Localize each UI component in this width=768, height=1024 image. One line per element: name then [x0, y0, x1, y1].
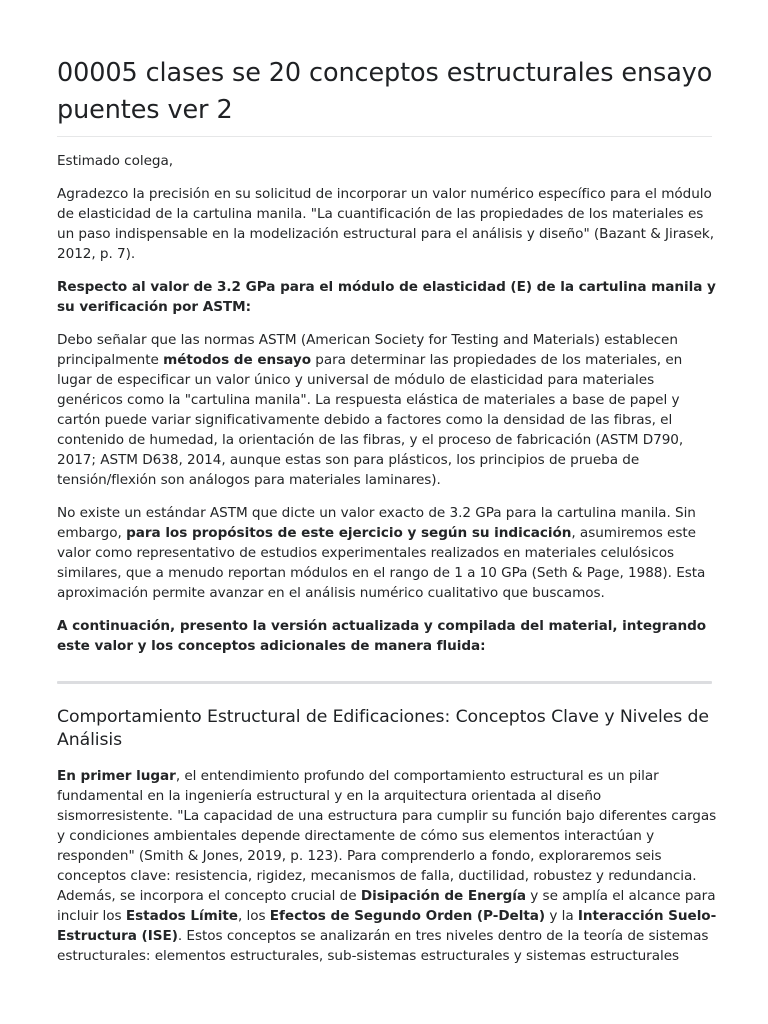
section-intro-emphasis-p-delta: Efectos de Segundo Orden (P-Delta) — [269, 908, 546, 924]
paragraph-astm — [57, 330, 717, 490]
paragraph-heading-continuation: A continuación, presento la versión actualizada y compilada del material, integrando este valor y los conceptos adicionales de manera fluida: — [57, 618, 707, 654]
greeting: Estimado colega, — [57, 153, 174, 169]
section-intro-text-f: , los — [237, 908, 270, 924]
section-intro-emphasis-first: En primer lugar — [57, 768, 176, 784]
section-title: Comportamiento Estructural de Edificaciones: Conceptos Clave y Niveles de Análisis — [57, 707, 709, 750]
paragraph-intro: Agradezco la precisión en su solicitud de incorporar un valor numérico específico para el módulo de elasticidad de la cartulina manila. "La cuantificación de las propiedades de los materiales es un paso indispensable en la modelización estructural para el análisis y diseño" (Bazant & Jirasek, 2012, p. 7). — [57, 186, 714, 262]
paragraph-value-emphasis: para los propósitos de este ejercicio y según su indicación — [126, 525, 572, 541]
section-intro-text-h: y la — [545, 908, 578, 924]
document-title: 00005 clases se 20 conceptos estructurales ensayo puentes ver 2 — [57, 58, 713, 125]
section-intro-emphasis-energy: Disipación de Energía — [360, 888, 527, 904]
section-intro-emphasis-ise: Interacción Suelo-Estructura (ISE) — [57, 908, 717, 944]
paragraph-section-intro — [57, 766, 717, 966]
paragraph-astm-text-a: Debo señalar que las normas ASTM (American Society for Testing and Materials) establecen principalmente — [57, 332, 678, 368]
paragraph-heading-astm: Respecto al valor de 3.2 GPa para el módulo de elasticidad (E) de la cartulina manila y su verificación por ASTM: — [57, 279, 716, 315]
paragraph-astm-emphasis: métodos de ensayo — [163, 352, 311, 368]
paragraph-value-text-a: No existe un estándar ASTM que dicte un valor exacto de 3.2 GPa para la cartulina manila. Sin embargo, — [57, 505, 696, 541]
paragraph-value — [57, 503, 717, 603]
section-intro-text-d: y se amplía el alcance para incluir los — [57, 888, 716, 924]
document-body — [57, 151, 717, 979]
paragraph-value-text-c: , asumiremos este valor como representativo de estudios experimentales realizados en materiales celulósicos similares, que a menudo reportan módulos en el rango de 1 a 10 GPa (Seth & Page, 1988). Esta aproximación permite avanzar en el análisis numérico cualitativo que buscamos. — [57, 525, 706, 601]
section-intro-emphasis-limit-states: Estados Límite — [125, 908, 238, 924]
paragraph-astm-text-c: para determinar las propiedades de los materiales, en lugar de especificar un valor único y universal de módulo de elasticidad para materiales genéricos como la "cartulina manila". La respuesta elástica de materiales a base de papel y cartón puede variar significativamente debido a factores como la densidad de las fibras, el contenido de humedad, la orientación de las fibras, y el proceso de fabricación (ASTM D790, 2017; ASTM D638, 2014, aunque estas son para plásticos, los principios de prueba de tensión/flexión son análogos para materiales laminares). — [57, 352, 684, 488]
section-divider — [57, 681, 712, 684]
section-intro-text-b: , el entendimiento profundo del comportamiento estructural es un pilar fundamental en la ingeniería estructural y en la arquitectura orientada al diseño sismorresistente. "La capacidad de una estructura para cumplir su función bajo diferentes cargas y condiciones ambientales depende directamente de cómo sus elementos interactúan y responden" (Smith & Jones, 2019, p. 123). Para comprenderlo a fondo, exploraremos seis conceptos clave: resistencia, rigidez, mecanismos de falla, ductilidad, robustez y redundancia. Además, se incorpora el concepto crucial de — [57, 768, 717, 904]
title-divider — [57, 136, 712, 137]
section-intro-text-j: . Estos conceptos se analizarán en tres niveles dentro de la teoría de sistemas estructurales: elementos estructurales, sub-sistemas estructurales y sistemas estructurales — [57, 928, 709, 964]
